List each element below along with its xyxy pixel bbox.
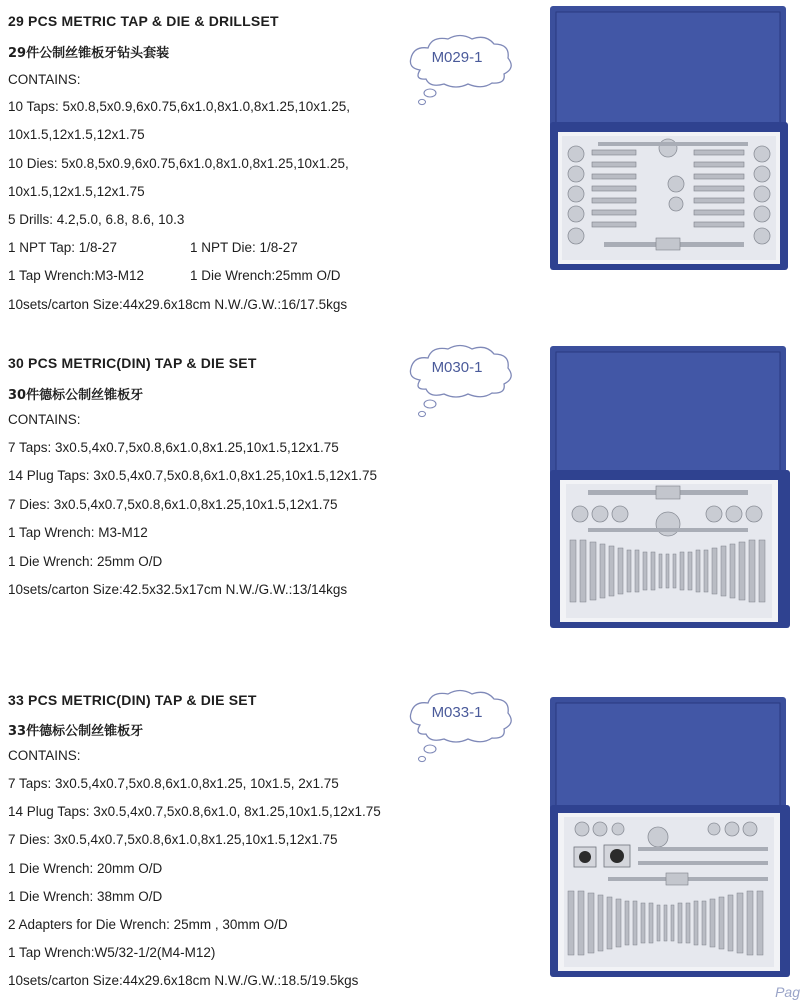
product-title: 33 PCS METRIC(DIN) TAP & DIE SET xyxy=(8,692,257,708)
model-cloud xyxy=(402,30,522,110)
model-cloud xyxy=(402,340,522,424)
cloud-icon xyxy=(402,340,522,424)
spec-line: 1 Die Wrench: 25mm O/D xyxy=(8,554,163,569)
tool-case-image xyxy=(548,695,792,979)
spec-line: 1 Tap Wrench:M3-M12 xyxy=(8,268,145,283)
cloud-icon xyxy=(402,30,522,110)
product-photo xyxy=(548,4,792,272)
product-title: 29 PCS METRIC TAP & DIE & DRILLSET xyxy=(8,13,279,29)
packing-info: 10sets/carton Size:44x29.6x18cm N.W./G.W.:16/17.5kgs xyxy=(8,297,348,312)
spec-line: 5 Drills: 4.2,5.0, 6.8, 8.6, 10.3 xyxy=(8,212,185,227)
tool-case-image xyxy=(548,4,792,272)
product-chinese-title: 29件公制丝锥板牙钻头套装 xyxy=(8,46,170,61)
spec-line: 10 Taps: 5x0.8,5x0.9,6x0.75,6x1.0,8x1.0,8x1.25,10x1.25, xyxy=(8,99,351,114)
model-number: M033-1 xyxy=(431,704,483,721)
contains-label: CONTAINS: xyxy=(8,72,81,87)
spec-line: 1 Die Wrench: 20mm O/D xyxy=(8,861,163,876)
page-footer-label: Pag xyxy=(775,984,800,1000)
product-m029-1 xyxy=(0,0,800,340)
spec-line: 7 Taps: 3x0.5,4x0.7,5x0.8,6x1.0,8x1.25,10x1.5,12x1.75 xyxy=(8,440,339,455)
product-photo xyxy=(548,344,792,630)
spec-line: 1 NPT Tap: 1/8-27 xyxy=(8,240,118,255)
spec-line: 7 Dies: 3x0.5,4x0.7,5x0.8,6x1.0,8x1.25,10x1.5,12x1.75 xyxy=(8,832,338,847)
model-number: M029-1 xyxy=(431,49,483,66)
cloud-icon xyxy=(402,685,522,769)
spec-line: 1 Die Wrench: 38mm O/D xyxy=(8,889,163,904)
model-number: M030-1 xyxy=(431,359,483,376)
spec-line: 7 Taps: 3x0.5,4x0.7,5x0.8,6x1.0,8x1.25, 10x1.5, 2x1.75 xyxy=(8,776,339,791)
spec-line: 14 Plug Taps: 3x0.5,4x0.7,5x0.8,6x1.0, 8x1.25,10x1.5,12x1.75 xyxy=(8,804,381,819)
product-title: 30 PCS METRIC(DIN) TAP & DIE SET xyxy=(8,355,257,371)
product-chinese-title: 33件德标公制丝锥板牙 xyxy=(8,724,144,739)
spec-line: 1 Tap Wrench:W5/32-1/2(M4-M12) xyxy=(8,945,216,960)
spec-line: 1 NPT Die: 1/8-27 xyxy=(190,240,298,255)
product-chinese-title: 30件德标公制丝锥板牙 xyxy=(8,388,144,403)
spec-line: 2 Adapters for Die Wrench: 25mm , 30mm O/D xyxy=(8,917,288,932)
spec-line: 10x1.5,12x1.5,12x1.75 xyxy=(8,184,145,199)
model-cloud xyxy=(402,685,522,769)
tool-case-image xyxy=(548,344,792,630)
spec-line: 14 Plug Taps: 3x0.5,4x0.7,5x0.8,6x1.0,8x1.25,10x1.5,12x1.75 xyxy=(8,468,378,483)
packing-info: 10sets/carton Size:42.5x32.5x17cm N.W./G.W.:13/14kgs xyxy=(8,582,348,597)
product-m030-1 xyxy=(0,340,800,685)
spec-line: 1 Tap Wrench: M3-M12 xyxy=(8,525,148,540)
spec-line: 1 Die Wrench:25mm O/D xyxy=(190,268,341,283)
contains-label: CONTAINS: xyxy=(8,748,81,763)
spec-line: 7 Dies: 3x0.5,4x0.7,5x0.8,6x1.0,8x1.25,10x1.5,12x1.75 xyxy=(8,497,338,512)
product-photo xyxy=(548,695,792,979)
packing-info: 10sets/carton Size:44x29.6x18cm N.W./G.W.:18.5/19.5kgs xyxy=(8,973,359,988)
spec-line: 10 Dies: 5x0.8,5x0.9,6x0.75,6x1.0,8x1.0,8x1.25,10x1.25, xyxy=(8,156,349,171)
spec-line: 10x1.5,12x1.5,12x1.75 xyxy=(8,127,145,142)
contains-label: CONTAINS: xyxy=(8,412,81,427)
product-m033-1 xyxy=(0,685,800,999)
